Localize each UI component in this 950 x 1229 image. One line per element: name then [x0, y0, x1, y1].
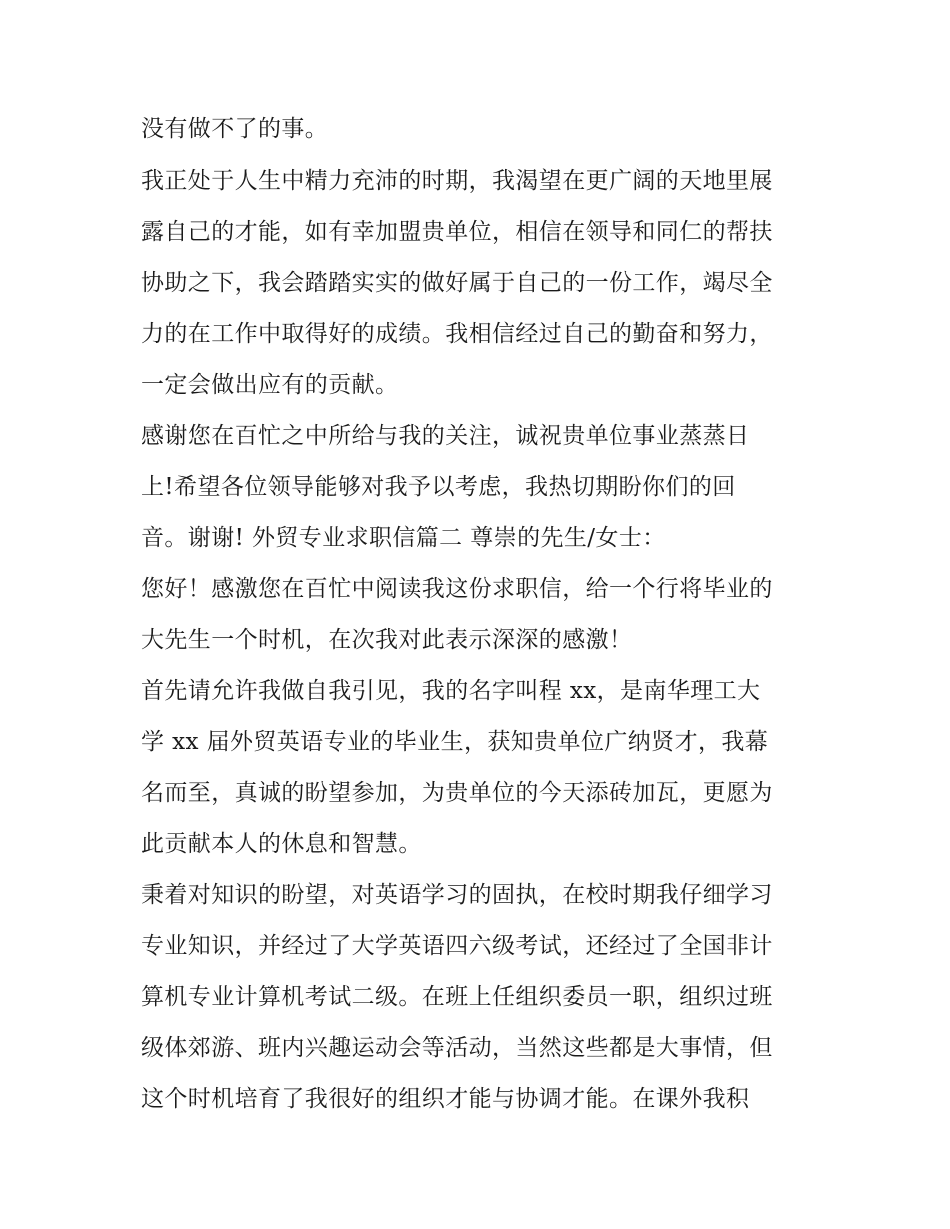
- text-line: 大先生一个时机，在次我对此表示深深的感激！: [141, 627, 633, 653]
- text-line: 此贡献本人的休息和智慧。: [141, 831, 422, 857]
- text-line: 级体郊游、班内兴趣运动会等活动，当然这些都是大事情，但: [141, 1035, 773, 1061]
- text-line: 力的在工作中取得好的成绩。我相信经过自己的勤奋和努力，: [141, 321, 773, 347]
- text-line: 没有做不了的事。: [141, 116, 329, 142]
- text-line: 专业知识，并经过了大学英语四六级考试，还经过了全国非计: [141, 933, 773, 959]
- text-line: 学 xx 届外贸英语专业的毕业生，获知贵单位广纳贤才，我幕: [141, 729, 769, 755]
- text-line: 秉着对知识的盼望，对英语学习的固执，在校时期我仔细学习: [141, 882, 773, 908]
- text-line: 一定会做出应有的贡献。: [141, 372, 399, 398]
- text-line: 我正处于人生中精力充沛的时期，我渴望在更广阔的天地里展: [141, 168, 773, 194]
- text-line: 协助之下，我会踏踏实实的做好属于自己的一份工作，竭尽全: [141, 270, 773, 296]
- text-line: 上!希望各位领导能够对我予以考虑，我热切期盼你们的回: [141, 474, 736, 500]
- text-line: 音。谢谢! 外贸专业求职信篇二 尊崇的先生/女士：: [141, 525, 666, 551]
- text-line: 这个时机培育了我很好的组织才能与协调才能。在课外我积: [141, 1086, 750, 1112]
- text-line: 您好！感激您在百忙中阅读我这份求职信，给一个行将毕业的: [141, 576, 773, 602]
- text-line: 露自己的才能，如有幸加盟贵单位，相信在领导和同仁的帮扶: [141, 219, 773, 245]
- text-line: 名而至，真诚的盼望参加，为贵单位的今天添砖加瓦，更愿为: [141, 780, 773, 806]
- text-line: 算机专业计算机考试二级。在班上任组织委员一职，组织过班: [141, 984, 773, 1010]
- text-line: 首先请允许我做自我引见，我的名字叫程 xx，是南华理工大: [141, 678, 761, 704]
- text-line: 感谢您在百忙之中所给与我的关注，诚祝贵单位事业蒸蒸日: [141, 423, 750, 449]
